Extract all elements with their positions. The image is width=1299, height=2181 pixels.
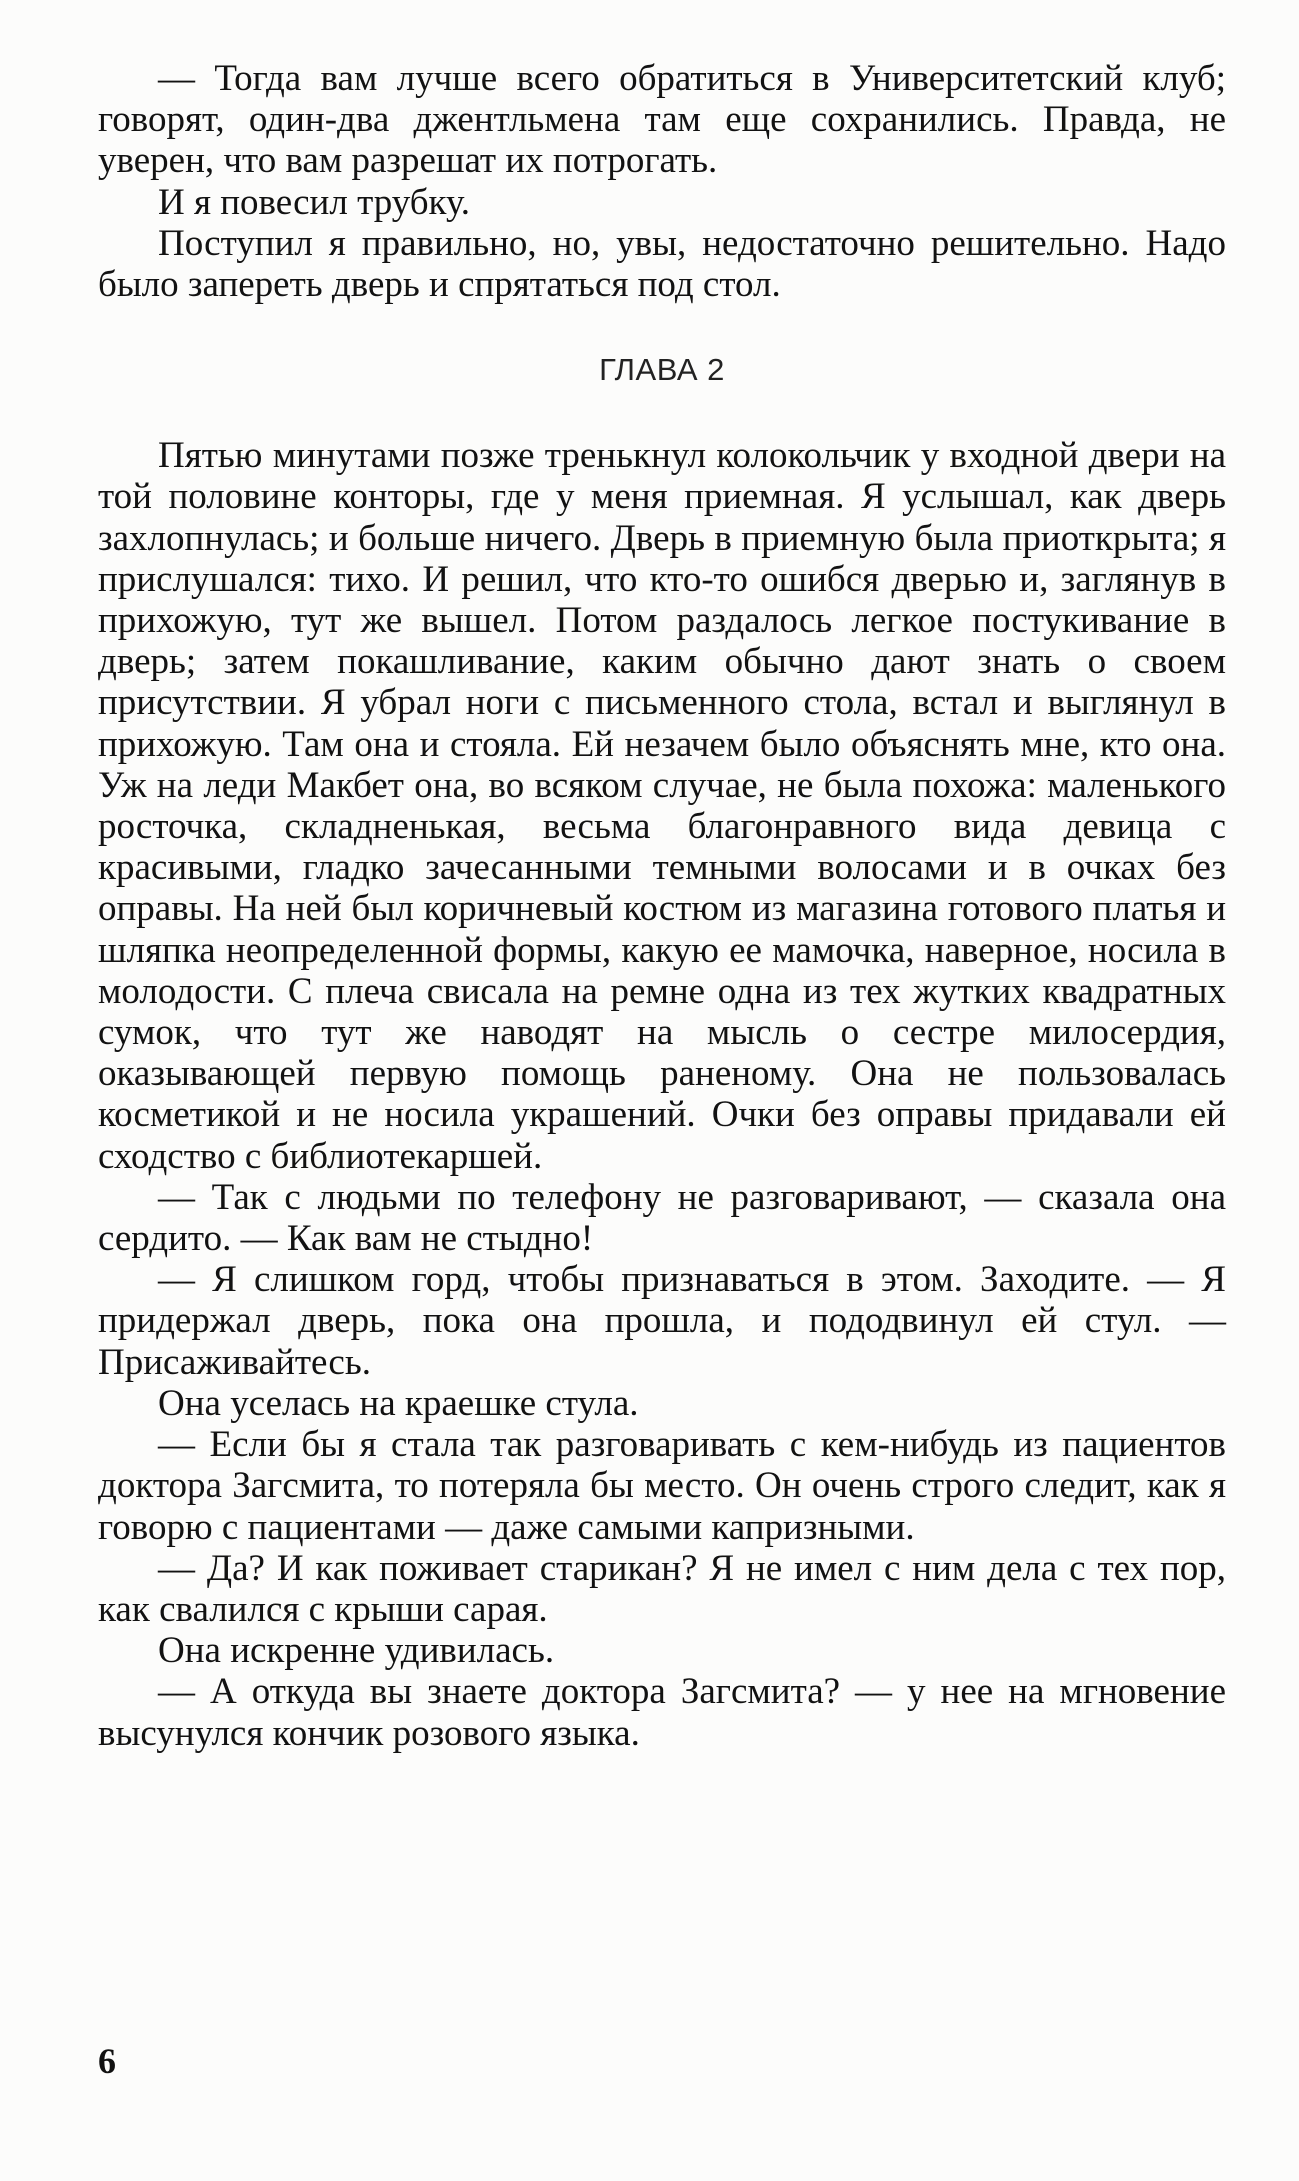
paragraph-university-club: — Тогда вам лучше всего обратиться в Университетский клуб; говорят, один-два джентльмена там еще сохранились. Правда, не уверен, что вам разрешат их потрогать. — [98, 58, 1226, 182]
paragraph-too-proud: — Я слишком горд, чтобы признаваться в этом. Заходите. — Я придержал дверь, пока она прошла, и пододвинул ей стул. — Присаживайтесь. — [98, 1259, 1226, 1383]
paragraph-doctor-zagsmith: — Если бы я стала так разговаривать с кем-нибудь из пациентов доктора Загсмита, то потеряла бы место. Он очень строго следит, как я говорю с пациентами — даже самыми капризными. — [98, 1424, 1226, 1548]
paragraph-how-do-you-know: — А откуда вы знаете доктора Загсмита? — у нее на мгновение высунулся кончик розового языка. — [98, 1671, 1226, 1754]
paragraph-phone-rebuke: — Так с людьми по телефону не разговаривают, — сказала она сердито. — Как вам не стыдно! — [98, 1176, 1226, 1260]
text-column — [98, 58, 1226, 1754]
paragraph-visitor-description: Пятью минутами позже тренькнул колокольчик у входной двери на той половине конторы, где у меня приемная. Я услышал, как дверь захлопнулась; и больше ничего. Дверь в приемную была приоткрыта; я прислушался: тихо. И решил, что кто-то ошибся дверью и, заглянув в прихожую, тут же вышел. Потом раздалось легкое постукивание в дверь; затем покашливание, каким обычно дают знать о своем присутствии. Я убрал ноги с письменного стола, встал и выглянул в прихожую. Там она и стояла. Ей незачем было объяснять мне, кто она. Уж на леди Макбет она, во всяком случае, не была похожа: маленького росточка, складненькая, весьма благонравного вида девица с красивыми, гладко зачесанными темными волосами и в очках без оправы. На ней был коричневый костюм из магазина готового платья и шляпка неопределенной формы, какую ее мамочка, наверное, носила в молодости. С плеча свисала на ремне одна из тех жутких квадратных сумок, что тут же наводят на мысль о сестре милосердия, оказывающей первую помощь раненому. Она не пользовалась косметикой и не носила украшений. Очки без оправы придавали ей сходство с библиотекаршей. — [98, 435, 1226, 1177]
page-number: 6 — [98, 2041, 116, 2081]
paragraph-hung-up: И я повесил трубку. — [158, 181, 471, 223]
chapter-heading: ГЛАВА 2 — [599, 352, 725, 388]
paragraph-surprised: Она искренне удивилась. — [158, 1630, 555, 1672]
paragraph-old-man: — Да? И как поживает старикан? Я не имел с ним дела с тех пор, как свалился с крыши сарая. — [98, 1547, 1226, 1630]
paragraph-sat-on-edge: Она уселась на краешке стула. — [158, 1382, 639, 1424]
paragraph-acted-right: Поступил я правильно, но, увы, недостаточно решительно. Надо было запереть дверь и спрятаться под стол. — [98, 222, 1226, 306]
